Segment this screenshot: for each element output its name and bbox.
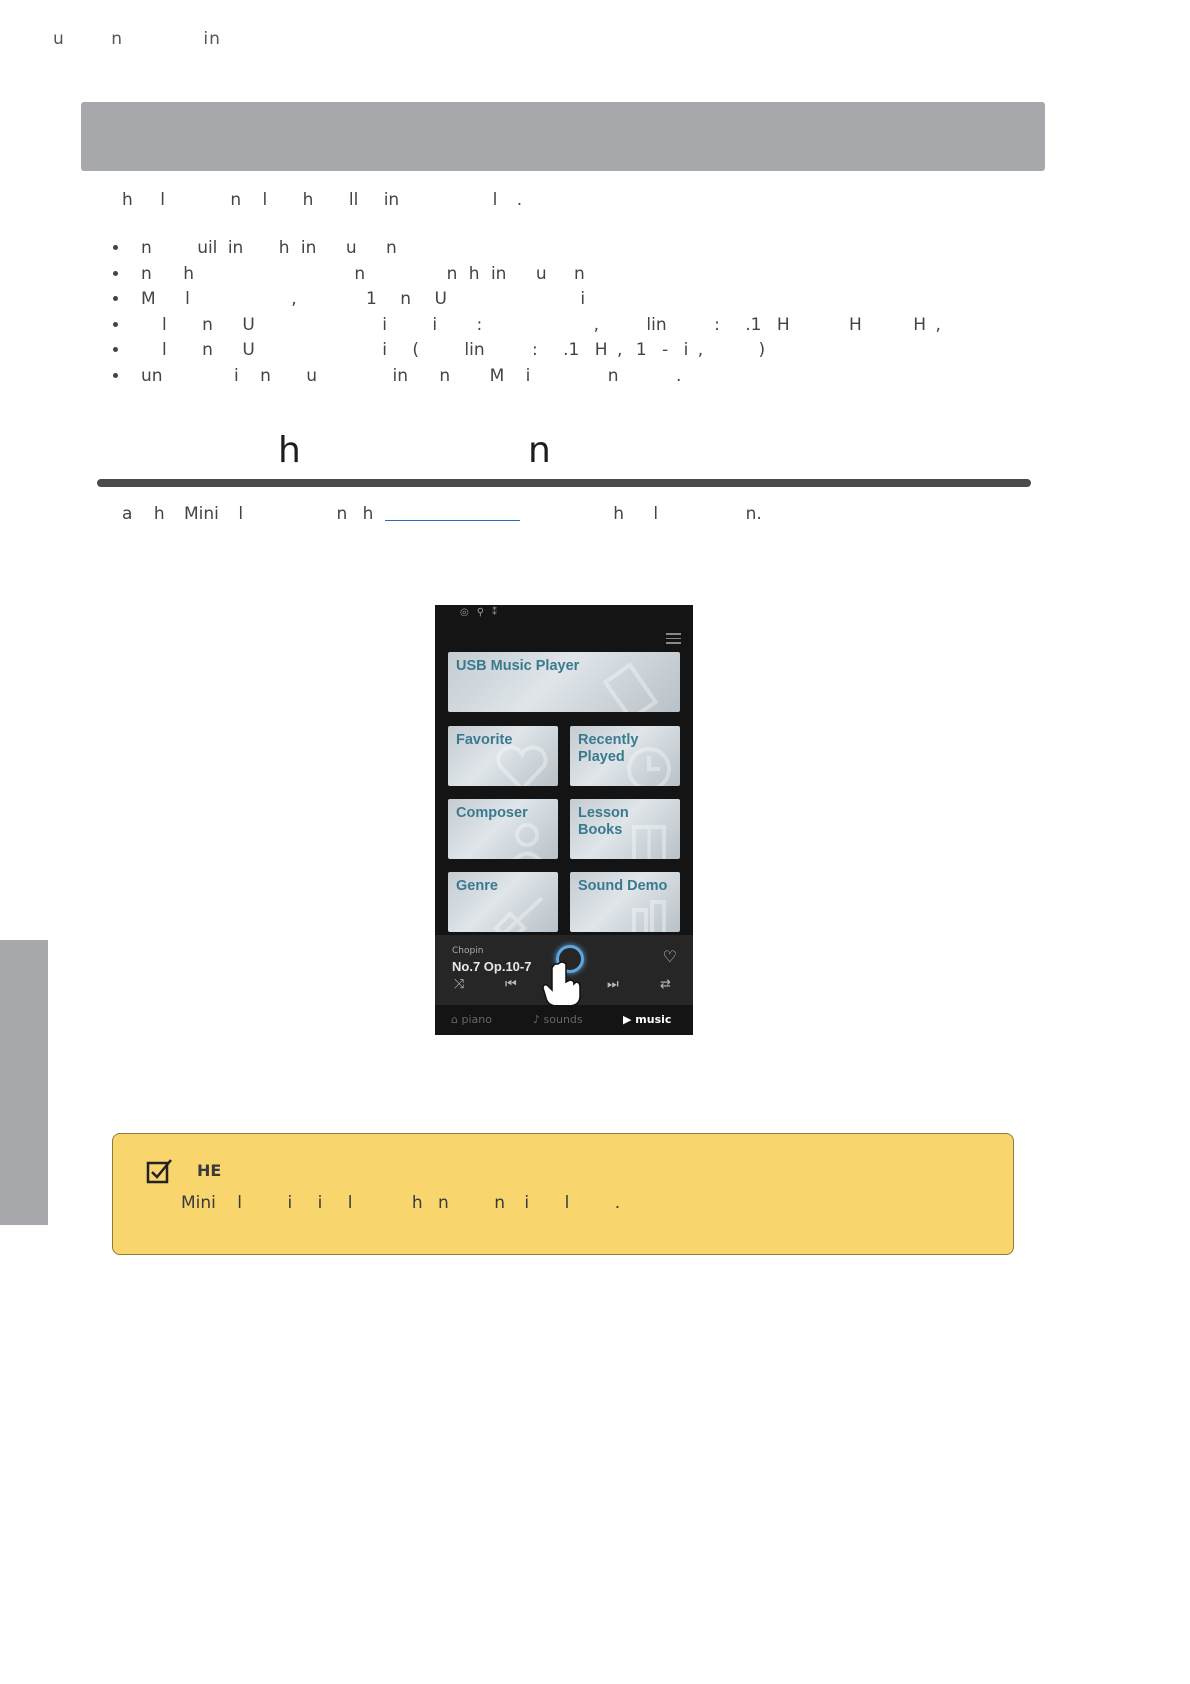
- tile-composer[interactable]: [448, 799, 558, 859]
- text-fragment: U: [242, 340, 255, 360]
- lead-text: [122, 504, 762, 524]
- text-fragment: M: [489, 365, 505, 386]
- tile-label: Recently Played: [578, 732, 639, 765]
- text-fragment: ,: [291, 289, 297, 309]
- list-item: [130, 364, 941, 390]
- tile-lesson-books[interactable]: [570, 799, 680, 859]
- text-fragment: :: [714, 314, 720, 335]
- text-fragment: u: [535, 263, 547, 284]
- list-item: [130, 338, 941, 364]
- text-fragment: :: [532, 340, 538, 360]
- text-fragment: n.: [745, 504, 762, 524]
- text-fragment: uil: [197, 238, 218, 258]
- mini-player[interactable]: [435, 935, 693, 1005]
- text-fragment: n: [202, 314, 213, 335]
- text-fragment: .1: [563, 340, 580, 360]
- text-fragment: :: [476, 314, 483, 335]
- text-fragment: -: [662, 340, 669, 360]
- text-fragment: i: [683, 340, 689, 360]
- next-track-icon[interactable]: ⏭: [607, 977, 619, 992]
- text-fragment: ,: [617, 340, 623, 360]
- text-fragment: ,: [935, 314, 941, 335]
- text-fragment: i: [317, 1193, 323, 1213]
- text-fragment: h: [468, 263, 480, 284]
- usb-icon: [594, 660, 674, 712]
- text-fragment: l: [347, 1193, 353, 1213]
- text-fragment: i: [432, 314, 438, 335]
- tab-sounds[interactable]: ♪ sounds: [533, 1013, 583, 1026]
- text-fragment: n: [386, 238, 397, 258]
- speaker-icon: [624, 890, 674, 932]
- book-icon: [624, 817, 674, 859]
- text-fragment: n: [260, 365, 271, 386]
- text-fragment: i: [524, 1193, 530, 1213]
- now-playing-track: No.7 Op.10-7: [452, 959, 532, 974]
- text-fragment: n: [574, 263, 585, 284]
- guitar-icon: [492, 890, 552, 932]
- cross-reference-link[interactable]: [385, 519, 520, 521]
- text-fragment: n: [607, 365, 619, 386]
- tab-piano[interactable]: ⌂ piano: [451, 1013, 492, 1026]
- text-fragment: i: [233, 365, 239, 386]
- bottom-tab-bar: [435, 1005, 693, 1035]
- text-fragment: h: [278, 238, 290, 258]
- header-fragment: u: [53, 29, 65, 49]
- list-item: [130, 236, 941, 262]
- clock-icon: [624, 744, 674, 786]
- text-fragment: h: [362, 504, 374, 524]
- text-fragment: n: [230, 190, 242, 210]
- note-body: [181, 1193, 620, 1213]
- text-fragment: n: [336, 504, 348, 524]
- text-fragment: l: [262, 190, 268, 210]
- text-fragment: n: [446, 263, 458, 284]
- tile-label: Sound Demo: [578, 878, 668, 894]
- text-fragment: n: [202, 340, 213, 360]
- text-fragment: lin: [464, 340, 485, 360]
- text-fragment: n: [141, 238, 152, 258]
- text-fragment: ll: [348, 190, 359, 210]
- note-box: [112, 1133, 1014, 1255]
- text-fragment: M: [141, 289, 156, 309]
- text-fragment: l: [162, 340, 167, 360]
- text-fragment: H: [849, 314, 862, 335]
- running-header: [53, 29, 221, 49]
- tile-label: USB Music Player: [456, 658, 580, 674]
- text-fragment: 1: [635, 340, 647, 360]
- text-fragment: i: [382, 314, 387, 335]
- text-fragment: .1: [745, 314, 762, 335]
- app-screenshot: [435, 605, 693, 1035]
- tile-label: Composer: [456, 805, 528, 821]
- text-fragment: i: [382, 340, 387, 360]
- text-fragment: 1: [366, 289, 377, 309]
- text-fragment: H: [913, 314, 927, 335]
- text-fragment: n: [354, 263, 366, 284]
- header-fragment: n: [111, 29, 123, 49]
- status-bar-icons: ◎⚲⁑: [460, 607, 506, 618]
- text-fragment: n: [438, 1193, 449, 1213]
- text-fragment: h: [411, 1193, 423, 1213]
- favorite-heart-icon[interactable]: ♡: [662, 947, 677, 966]
- tab-label: music: [635, 1013, 672, 1026]
- tab-label: sounds: [543, 1013, 583, 1026]
- text-fragment: in: [383, 190, 400, 210]
- text-fragment: h: [183, 263, 194, 284]
- text-fragment: i: [580, 289, 586, 309]
- text-fragment: i: [287, 1193, 293, 1213]
- repeat-icon[interactable]: ⇄: [660, 977, 671, 992]
- previous-track-icon[interactable]: ⏮: [505, 977, 517, 992]
- chapter-banner: [81, 102, 1045, 171]
- text-fragment: U: [434, 289, 447, 309]
- tile-label: Favorite: [456, 732, 513, 748]
- text-fragment: H: [776, 314, 790, 335]
- tile-label: Lesson Books: [578, 805, 629, 838]
- now-playing-composer: Chopin: [452, 946, 484, 956]
- tile-usb-music-player[interactable]: [448, 652, 680, 712]
- text-fragment: in: [490, 263, 507, 284]
- text-fragment: n: [494, 1193, 506, 1213]
- text-fragment: .: [675, 365, 682, 386]
- text-fragment: n: [141, 263, 152, 284]
- text-fragment: Mini: [184, 504, 219, 524]
- text-fragment: ): [758, 340, 766, 360]
- heart-icon: [492, 744, 552, 786]
- hamburger-menu-icon[interactable]: [666, 630, 681, 647]
- text-fragment: h: [302, 190, 314, 210]
- text-fragment: h: [613, 504, 625, 524]
- shuffle-icon[interactable]: ⤨: [454, 977, 465, 992]
- tab-label: piano: [461, 1013, 492, 1026]
- title-fragment: h: [278, 430, 301, 471]
- text-fragment: l: [564, 1193, 570, 1213]
- text-fragment: ,: [593, 314, 600, 335]
- text-fragment: .: [614, 1193, 621, 1213]
- text-fragment: in: [392, 365, 408, 386]
- note-check-icon: [146, 1158, 172, 1184]
- text-fragment: in: [300, 238, 317, 258]
- tile-sound-demo[interactable]: [570, 872, 680, 932]
- text-fragment: .: [516, 190, 523, 210]
- text-fragment: a: [122, 504, 133, 524]
- list-item: [130, 287, 941, 313]
- text-fragment: u: [345, 238, 357, 258]
- text-fragment: l: [653, 504, 659, 524]
- intro-text: [122, 190, 522, 210]
- tile-recently-played[interactable]: [570, 726, 680, 786]
- text-fragment: l: [238, 504, 244, 524]
- composer-bust-icon: [502, 817, 552, 859]
- text-fragment: h: [122, 190, 133, 210]
- text-fragment: ,: [697, 340, 704, 360]
- text-fragment: lin: [646, 314, 667, 335]
- text-fragment: in: [227, 238, 244, 258]
- text-fragment: n: [439, 365, 451, 386]
- section-rule: [97, 479, 1031, 487]
- text-fragment: i: [525, 365, 531, 386]
- text-fragment: (: [412, 340, 419, 360]
- title-fragment: n: [528, 430, 551, 471]
- section-title: [278, 430, 608, 476]
- text-fragment: l: [162, 314, 167, 335]
- text-fragment: l: [160, 190, 165, 210]
- text-fragment: un: [141, 365, 163, 386]
- list-item: [130, 313, 941, 339]
- tile-favorite[interactable]: [448, 726, 558, 786]
- text-fragment: l: [492, 190, 498, 210]
- text-fragment: n: [400, 289, 412, 309]
- text-fragment: U: [242, 314, 255, 335]
- text-fragment: H: [594, 340, 608, 360]
- side-thumb-tab: [0, 940, 48, 1225]
- text-fragment: l: [185, 289, 190, 309]
- text-fragment: u: [306, 365, 318, 386]
- tab-music[interactable]: ▶ music: [623, 1013, 672, 1026]
- tile-genre[interactable]: [448, 872, 558, 932]
- header-fragment: in: [203, 29, 221, 49]
- list-item: [130, 262, 941, 288]
- text-fragment: l: [237, 1193, 243, 1213]
- feature-list: [108, 236, 941, 389]
- tap-hand-icon: [540, 960, 584, 1008]
- tile-label: Genre: [456, 878, 498, 894]
- text-fragment: Mini: [181, 1193, 216, 1213]
- note-title: HE: [197, 1161, 222, 1180]
- text-fragment: h: [153, 504, 165, 524]
